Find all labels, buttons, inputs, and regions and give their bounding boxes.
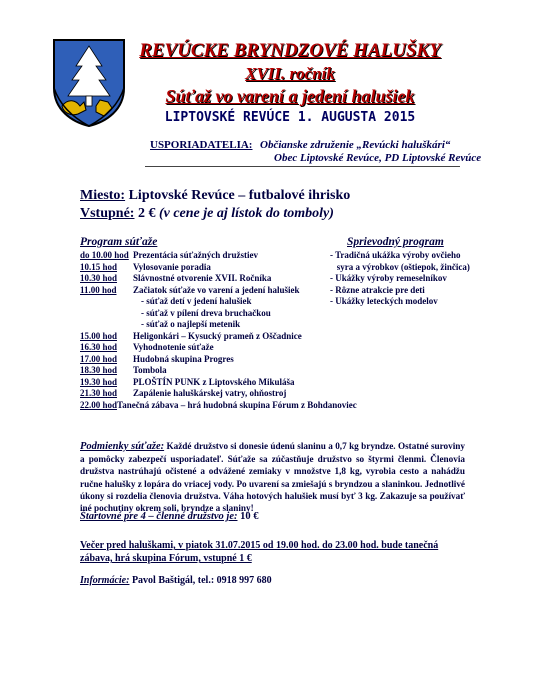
divider-line [145, 166, 460, 167]
program-row [80, 354, 340, 366]
side-program-item: - Tradičná ukážka výroby ovčieho [330, 250, 461, 260]
conditions-label: Podmienky súťaže: [80, 441, 165, 452]
program-item-text: Slávnostné otvorenie XVII. Ročníka [133, 273, 272, 283]
program-time: 15.00 hod [80, 330, 118, 341]
side-program-item: - Ukážky leteckých modelov [330, 296, 438, 306]
program-time [80, 296, 133, 308]
program-time: 16.30 hod [80, 342, 118, 352]
entry-note: (v cene je aj lístok do tomboly) [158, 206, 334, 221]
event-date: LIPTOVSKÉ REVÚCE 1. AUGUSTA 2015 [164, 110, 416, 125]
venue-label: Miesto: [80, 188, 126, 203]
program-time: 17.00 hod [80, 353, 118, 364]
program-row [80, 319, 340, 331]
entry-value: 2 € [134, 206, 159, 221]
team-fee-line [80, 511, 259, 522]
program-time: 22.00 hod [80, 399, 118, 410]
program-time: 11.00 hod [80, 284, 117, 295]
program-item-text: Hudobná skupina Progres [133, 353, 234, 364]
entry-fee-line [80, 206, 334, 222]
program-item-text: Začiatok súťaže vo varení a jedení halušiek [133, 284, 300, 295]
team-fee-value: 10 € [237, 511, 259, 522]
program-row [80, 285, 340, 297]
organizer-line-1: Občianske združenie „Revúcki haluškári“ [260, 139, 451, 151]
evening-notice [80, 539, 480, 565]
program-time [80, 308, 133, 320]
program-row [80, 388, 340, 400]
program-time: 10.15 hod [80, 261, 118, 272]
contact-info-line [80, 575, 272, 586]
program-heading: Program súťaže [80, 236, 158, 248]
side-program-heading: Sprievodný program [347, 236, 444, 248]
event-edition: XVII. ročník [245, 64, 335, 83]
program-row [80, 365, 340, 377]
program-item-text: Prezentácia súťažných družstiev [133, 250, 259, 260]
event-subtitle: Súťaž vo varení a jedení halušiek [165, 86, 415, 106]
program-item-text: Zapálenie haluškárskej vatry, ohňostroj [133, 388, 287, 398]
program-row [80, 342, 340, 354]
team-fee-label: Štartovné pre 4 – členné družstvo je: [80, 511, 238, 522]
program-item-text: - súťaž o najlepší metenik [141, 319, 241, 329]
contact-value: Pavol Baštigál, tel.: 0918 997 680 [129, 575, 272, 586]
program-list [80, 250, 357, 411]
conditions-paragraph [80, 440, 465, 514]
program-time: do 10.00 hod [80, 250, 129, 260]
program-row [80, 273, 340, 285]
program-time: 18.30 hod [80, 365, 118, 375]
program-item-text: Tombola [133, 365, 167, 375]
program-time: 21.30 hod [80, 388, 118, 398]
program-row [80, 296, 340, 308]
side-program-item: - Ukážky výroby remeselníkov [330, 273, 447, 283]
program-row [80, 262, 340, 274]
side-program-item: - Rôzne atrakcie pre deti [330, 284, 425, 295]
event-title: REVÚCKE BRYNDZOVÉ HALUŠKY [139, 40, 441, 61]
evening-line-2: zábava, hrá skupina Fórum, vstupné 1 € [80, 553, 252, 564]
program-item-text: Tanečná zábava – hrá hudobná skupina Fórum z Bohdanoviec [117, 399, 357, 410]
contact-label: Informácie: [80, 575, 130, 586]
program-item-text: Vylosovanie poradia [133, 261, 211, 272]
venue-line [80, 188, 350, 204]
evening-line-1: Večer pred haluškami, v piatok 31.07.2015 od 19.00 hod. do 23.00 hod. bude tanečná [80, 540, 439, 551]
organizer-line-2: Obec Liptovské Revúce, PD Liptovské Revúce [274, 152, 482, 164]
program-row [80, 377, 340, 389]
conditions-text: Každé družstvo si donesie údenú slaninu a 0,7 kg bryndze. Ostatné suroviny a pomôcky zabezpečí usporiadateľ. Súťaže sa zúčastňuje družstvo so štyrmi členmi. Členovia družstva nastrúhajú očistené a odvážené zemiaky v množstve 1,8 kg, vyrobia cesto a nahádžu ručne halušky z lopára do vriacej vody. Po uvarení sa zmiešajú s bryndzou a slaninkou. Jednotlivé úkony si rozdelia členovia družstva. Váha hotových halušiek musí byť 3 kg. Zakazuje sa používať iné pochutiny okrem soli, bryndze a slaniny! [80, 441, 465, 514]
program-item-text: - súťaž detí v jedení halušiek [141, 296, 252, 306]
program-row [80, 399, 357, 412]
side-program-list [330, 250, 530, 308]
organizers-label: USPORIADATELIA: [150, 139, 253, 151]
program-time [80, 319, 133, 331]
program-row [80, 250, 340, 262]
program-item-text: Vyhodnotenie súťaže [133, 342, 214, 352]
program-time: 19.30 hod [80, 376, 118, 387]
program-item-text: - súťaž v pílení dreva bruchačkou [141, 307, 271, 318]
venue-value: Liptovské Revúce – futbalové ihrisko [125, 188, 351, 203]
program-item-text: PLOŠTÍN PUNK z Liptovského Mikuláša [133, 376, 295, 387]
entry-label: Vstupné: [80, 206, 135, 221]
program-row [80, 331, 340, 343]
side-program-item: syra a výrobkov (oštiepok, žinčica) [330, 261, 470, 272]
program-row [80, 308, 340, 320]
program-item-text: Heligonkári – Kysucký prameň z Oščadnice [133, 330, 302, 341]
program-time: 10.30 hod [80, 273, 118, 283]
